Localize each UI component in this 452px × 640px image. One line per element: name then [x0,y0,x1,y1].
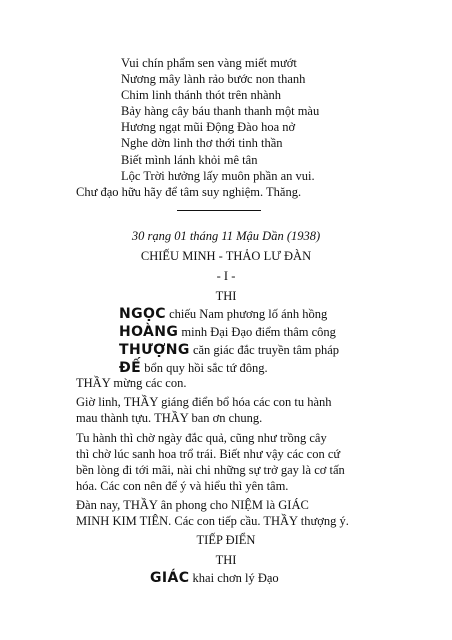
verse-block [121,55,319,184]
thi-heading: THI [215,289,237,303]
acrostic-line [119,306,327,322]
acrostic-rest: căn giác đắc truyền tâm pháp [189,343,340,357]
paragraph-line: Tu hành thì chờ ngày đắc quả, cũng như trồng cây [76,431,327,445]
paragraph-greeting: THẦY mừng các con. [76,376,187,390]
thi-heading-2: THI [215,553,237,567]
acrostic-rest: chiếu Nam phương lố ánh hồng [165,307,328,321]
paragraph-line: mau thành tựu. THẦY ban ơn chung. [76,411,263,425]
verse-line: Chim linh thánh thót trên nhành [121,88,282,103]
paragraph-line: bền lòng đi tới mãi, nài chi những sự trở gay là cơ tấn [76,463,345,477]
verse-line: Nghe dờn linh thơ thới tinh thần [121,136,283,151]
tiep-dien-heading: TIẾP ĐIỂN [196,533,256,547]
acrostic-rest: bổn quy hồi sắc tứ đông. [141,361,268,375]
verse-line: Hương ngạt mũi Động Đào hoa nở [121,120,296,135]
paragraph-line: MINH KIM TIÊN. Các con tiếp cầu. THẦY thượng ý. [76,514,349,528]
verse-line: Lộc Trời hưởng lấy muôn phần an vui. [121,168,315,183]
acrostic-head: NGỌC [119,306,166,322]
acrostic-line [119,360,268,376]
acrostic-head: ĐẾ [119,360,142,376]
acrostic-line [119,342,339,358]
verse-line: Biết mình lánh khỏi mê tân [121,152,258,167]
verse-line: Nương mây lành rảo bước non thanh [121,72,306,87]
paragraph-line: thì chờ lúc sanh hoa trổ trái. Biết như vậy các con cứ [76,447,341,461]
paragraph-line: Đàn nay, THẦY ân phong cho NIỆM là GIÁC [76,498,309,512]
closing-line: Chư đạo hữu hãy để tâm suy nghiệm. Thăng. [76,185,302,199]
acrostic-head: THƯỢNG [119,342,190,358]
acrostic-line [119,324,336,340]
acrostic-rest: minh Đại Đạo điểm thâm công [178,325,336,339]
acrostic-head: GIÁC [150,570,190,586]
location-heading: CHIẾU MINH - THẢO LƯ ĐÀN [140,249,312,263]
paragraph-line: Giờ linh, THẦY giáng điển bổ hóa các con tu hành [76,395,332,409]
verse-line: Bảy hàng cây báu thanh thanh một màu [121,104,320,119]
acrostic-rest: khai chơn lý Đạo [189,571,279,585]
paragraph-line: hóa. Các con nên để ý và hiểu thì yên tâm. [76,479,289,493]
verse-line: Vui chín phẩm sen vàng miết mướt [121,56,297,70]
acrostic-line [150,570,279,586]
date-line: 30 rạng 01 tháng 11 Mậu Dần (1938) [131,229,321,243]
section-number: - I - [216,269,236,283]
divider [177,210,261,211]
acrostic-head: HOÀNG [119,324,179,340]
